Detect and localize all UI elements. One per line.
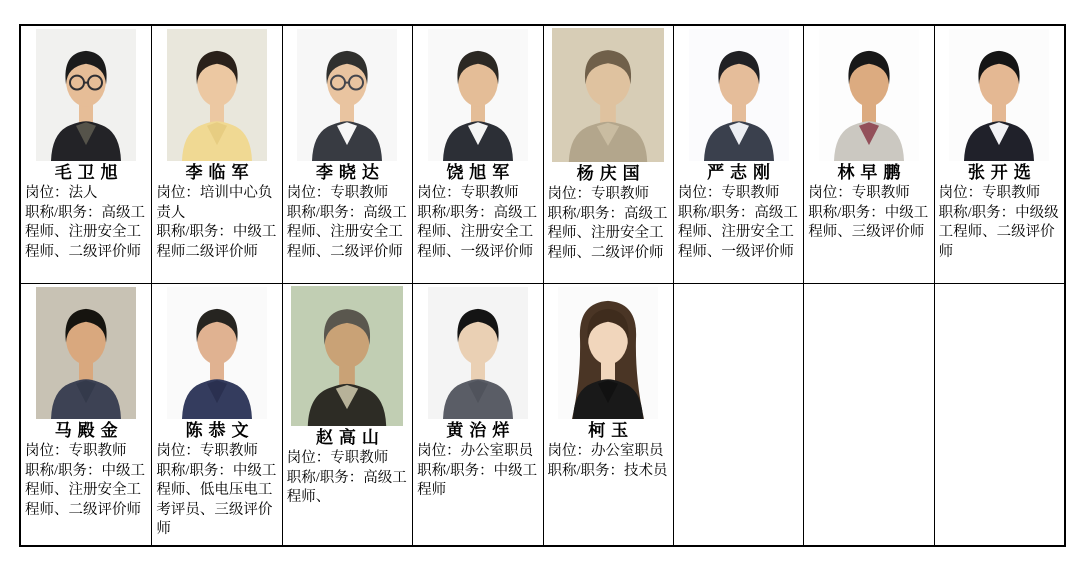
staff-details [544, 185, 673, 263]
staff-photo [36, 287, 136, 419]
staff-cell [803, 26, 933, 283]
staff-title: 职称/职务：高级工程师、注册安全工程师、二级评价师 [286, 204, 407, 260]
staff-photo [552, 28, 664, 162]
staff-position: 岗位：办公室职员 [547, 443, 664, 459]
person-avatar-icon [36, 287, 136, 419]
staff-cell [282, 26, 412, 283]
staff-title: 职称/职务：中级工程师 [417, 462, 538, 498]
staff-cell [543, 26, 673, 283]
staff-title: 职称/职务：中级级工程师、二级评价师 [938, 204, 1059, 260]
staff-photo [689, 29, 789, 161]
staff-cell [543, 283, 673, 545]
staff-cell [151, 283, 281, 545]
empty-cell [934, 283, 1064, 545]
staff-name: 严志刚 [707, 163, 777, 182]
staff-photo [819, 29, 919, 161]
staff-position: 岗位：专职教师 [286, 450, 389, 466]
staff-name: 饶旭军 [446, 163, 516, 182]
staff-details [283, 449, 412, 508]
staff-photo [428, 29, 528, 161]
staff-cell [673, 26, 803, 283]
staff-details [21, 184, 151, 262]
staff-photo [949, 29, 1049, 161]
staff-title: 职称/职务：中级工程师、低电压电工考评员、三级评价师 [156, 462, 277, 537]
staff-table [19, 24, 1066, 547]
staff-position: 岗位：专职教师 [547, 186, 649, 202]
staff-cell [934, 26, 1064, 283]
staff-name: 李晓达 [315, 163, 385, 182]
staff-position: 岗位：专职教师 [677, 185, 780, 201]
staff-details [544, 442, 673, 481]
person-avatar-icon [297, 29, 397, 161]
staff-title: 职称/职务：技术员 [547, 462, 668, 479]
staff-title: 职称/职务：高级工程师、 [286, 469, 407, 505]
staff-title: 职称/职务：高级工程师、注册安全工程师、一级评价师 [417, 204, 538, 260]
staff-name: 马殿金 [54, 421, 124, 440]
person-avatar-icon [689, 29, 789, 161]
staff-details [804, 184, 933, 243]
staff-name: 毛卫旭 [54, 163, 124, 182]
staff-name: 张开选 [967, 163, 1037, 182]
staff-details [935, 184, 1064, 262]
empty-cell [673, 283, 803, 545]
staff-details [152, 184, 281, 262]
staff-details [283, 184, 412, 262]
staff-title: 职称/职务：高级工程师、注册安全工程师、二级评价师 [25, 204, 146, 260]
staff-details [152, 442, 281, 540]
staff-name: 林早鹏 [837, 163, 907, 182]
staff-details [674, 184, 803, 262]
staff-name: 柯玉 [588, 421, 635, 440]
staff-details [21, 442, 151, 520]
staff-photo [36, 29, 136, 161]
staff-photo [297, 29, 397, 161]
staff-cell [151, 26, 281, 283]
staff-name: 赵高山 [315, 428, 385, 447]
staff-position: 岗位：专职教师 [25, 443, 127, 459]
staff-photo [167, 287, 267, 419]
person-avatar-icon [291, 286, 403, 426]
person-avatar-icon [949, 29, 1049, 161]
person-avatar-icon [167, 287, 267, 419]
person-avatar-icon [819, 29, 919, 161]
person-avatar-icon [558, 287, 658, 419]
person-avatar-icon [167, 29, 267, 161]
staff-details [413, 442, 542, 501]
staff-position: 岗位：专职教师 [417, 185, 519, 201]
staff-title: 职称/职务：高级工程师、注册安全工程师、二级评价师 [547, 205, 668, 261]
staff-position: 岗位：法人 [25, 185, 98, 201]
staff-photo [167, 29, 267, 161]
staff-cell [21, 283, 151, 545]
empty-cell [803, 283, 933, 545]
staff-name: 李临军 [185, 163, 255, 182]
staff-details [413, 184, 542, 262]
staff-cell [412, 26, 542, 283]
staff-position: 岗位：办公室职员 [417, 443, 534, 459]
staff-cell [412, 283, 542, 545]
staff-cell [282, 283, 412, 545]
person-avatar-icon [36, 29, 136, 161]
staff-name: 陈恭文 [185, 421, 255, 440]
staff-title: 职称/职务：中级工程师、三级评价师 [808, 204, 929, 240]
staff-photo [558, 287, 658, 419]
staff-photo [291, 286, 403, 426]
staff-name: 杨庆国 [576, 164, 646, 183]
staff-title: 职称/职务：中级工程师、注册安全工程师、二级评价师 [25, 462, 146, 518]
staff-position: 岗位：专职教师 [286, 185, 389, 201]
staff-position: 岗位：专职教师 [938, 185, 1041, 201]
staff-photo [428, 287, 528, 419]
staff-position: 岗位：培训中心负责人 [156, 185, 273, 221]
staff-cell [21, 26, 151, 283]
staff-position: 岗位：专职教师 [808, 185, 910, 201]
person-avatar-icon [428, 287, 528, 419]
staff-title: 职称/职务：高级工程师、注册安全工程师、一级评价师 [677, 204, 798, 260]
person-avatar-icon [552, 28, 664, 162]
person-avatar-icon [428, 29, 528, 161]
staff-name: 黄治烊 [446, 421, 516, 440]
staff-position: 岗位：专职教师 [156, 443, 258, 459]
staff-title: 职称/职务：中级工程师二级评价师 [156, 224, 277, 260]
